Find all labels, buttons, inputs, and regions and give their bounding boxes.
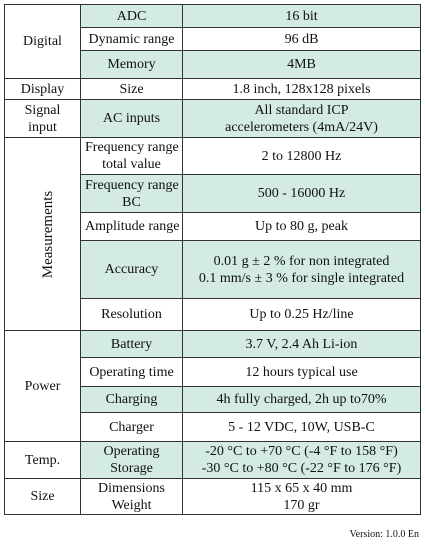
spec-table — [4, 4, 421, 515]
value-ac-inputs-line2: accelerometers (4mA/24V) — [225, 119, 378, 135]
value-adc: 16 bit — [183, 5, 421, 28]
value-accuracy-line1: 0.01 g ± 2 % for non integrated — [213, 253, 390, 269]
value-frequency-range-bc: 500 - 16000 Hz — [183, 175, 421, 213]
version-label: Version: 1.0.0 En — [349, 529, 419, 540]
param-dimensions-line: Dimensions — [98, 480, 165, 496]
value-resolution: Up to 0.25 Hz/line — [183, 299, 421, 331]
param-dynamic-range: Dynamic range — [81, 28, 183, 51]
value-accuracy — [183, 241, 421, 299]
value-storage-temp: -30 °C to +80 °C (-22 °F to 176 °F) — [201, 461, 402, 476]
table-row — [5, 331, 421, 358]
param-adc: ADC — [81, 5, 183, 28]
value-ac-inputs — [183, 100, 421, 138]
value-charger: 5 - 12 VDC, 10W, USB-C — [183, 413, 421, 442]
param-amplitude-range: Amplitude range — [81, 213, 183, 241]
category-input-line: input — [28, 119, 57, 135]
category-signal-input — [5, 100, 81, 138]
param-accuracy: Accuracy — [81, 241, 183, 299]
category-temp: Temp. — [5, 442, 81, 479]
param-memory: Memory — [81, 51, 183, 79]
param-operating-storage — [81, 442, 183, 479]
param-frequency-range-total — [81, 138, 183, 175]
param-frequency-range-bc-line1: Frequency range — [85, 177, 179, 193]
param-storage-line: Storage — [110, 461, 153, 476]
table-row — [5, 79, 421, 100]
table-row — [5, 479, 421, 515]
table-row — [5, 100, 421, 138]
value-ac-inputs-line1: All standard ICP — [254, 102, 349, 118]
category-display: Display — [5, 79, 81, 100]
value-size: 1.8 inch, 128x128 pixels — [183, 79, 421, 100]
value-weight-line: 170 gr — [283, 497, 320, 513]
param-weight-line: Weight — [111, 497, 152, 513]
value-dynamic-range: 96 dB — [183, 28, 421, 51]
table-row — [5, 442, 421, 479]
category-measurements-label: Measurements — [40, 190, 57, 278]
value-charging: 4h fully charged, 2h up to70% — [183, 387, 421, 413]
category-digital: Digital — [5, 5, 81, 79]
param-charger: Charger — [81, 413, 183, 442]
param-resolution: Resolution — [81, 299, 183, 331]
param-charging: Charging — [81, 387, 183, 413]
category-size: Size — [5, 479, 81, 515]
category-signal-line: Signal — [24, 102, 61, 118]
value-temperature — [183, 442, 421, 479]
value-operating-time: 12 hours typical use — [183, 358, 421, 387]
value-operating-temp: -20 °C to +70 °C (-4 °F to 158 °F) — [205, 444, 398, 459]
param-ac-inputs: AC inputs — [81, 100, 183, 138]
table-row — [5, 138, 421, 175]
value-amplitude-range: Up to 80 g, peak — [183, 213, 421, 241]
param-frequency-range-total-line1: Frequency range — [85, 140, 179, 155]
category-measurements — [5, 138, 81, 331]
value-memory: 4MB — [183, 51, 421, 79]
value-accuracy-line2: 0.1 mm/s ± 3 % for single integrated — [198, 270, 405, 286]
value-frequency-range-total: 2 to 12800 Hz — [183, 138, 421, 175]
value-dimensions-line: 115 x 65 x 40 mm — [250, 480, 353, 496]
category-power: Power — [5, 331, 81, 442]
param-dimensions-weight — [81, 479, 183, 515]
param-operating-time: Operating time — [81, 358, 183, 387]
table-row — [5, 5, 421, 28]
param-frequency-range-bc — [81, 175, 183, 213]
value-battery: 3.7 V, 2.4 Ah Li-ion — [183, 331, 421, 358]
param-frequency-range-bc-line2: BC — [122, 194, 141, 210]
param-frequency-range-total-line2: total value — [102, 157, 161, 172]
param-battery: Battery — [81, 331, 183, 358]
value-dimensions-weight — [183, 479, 421, 515]
param-operating-line: Operating — [103, 444, 160, 459]
param-size: Size — [81, 79, 183, 100]
